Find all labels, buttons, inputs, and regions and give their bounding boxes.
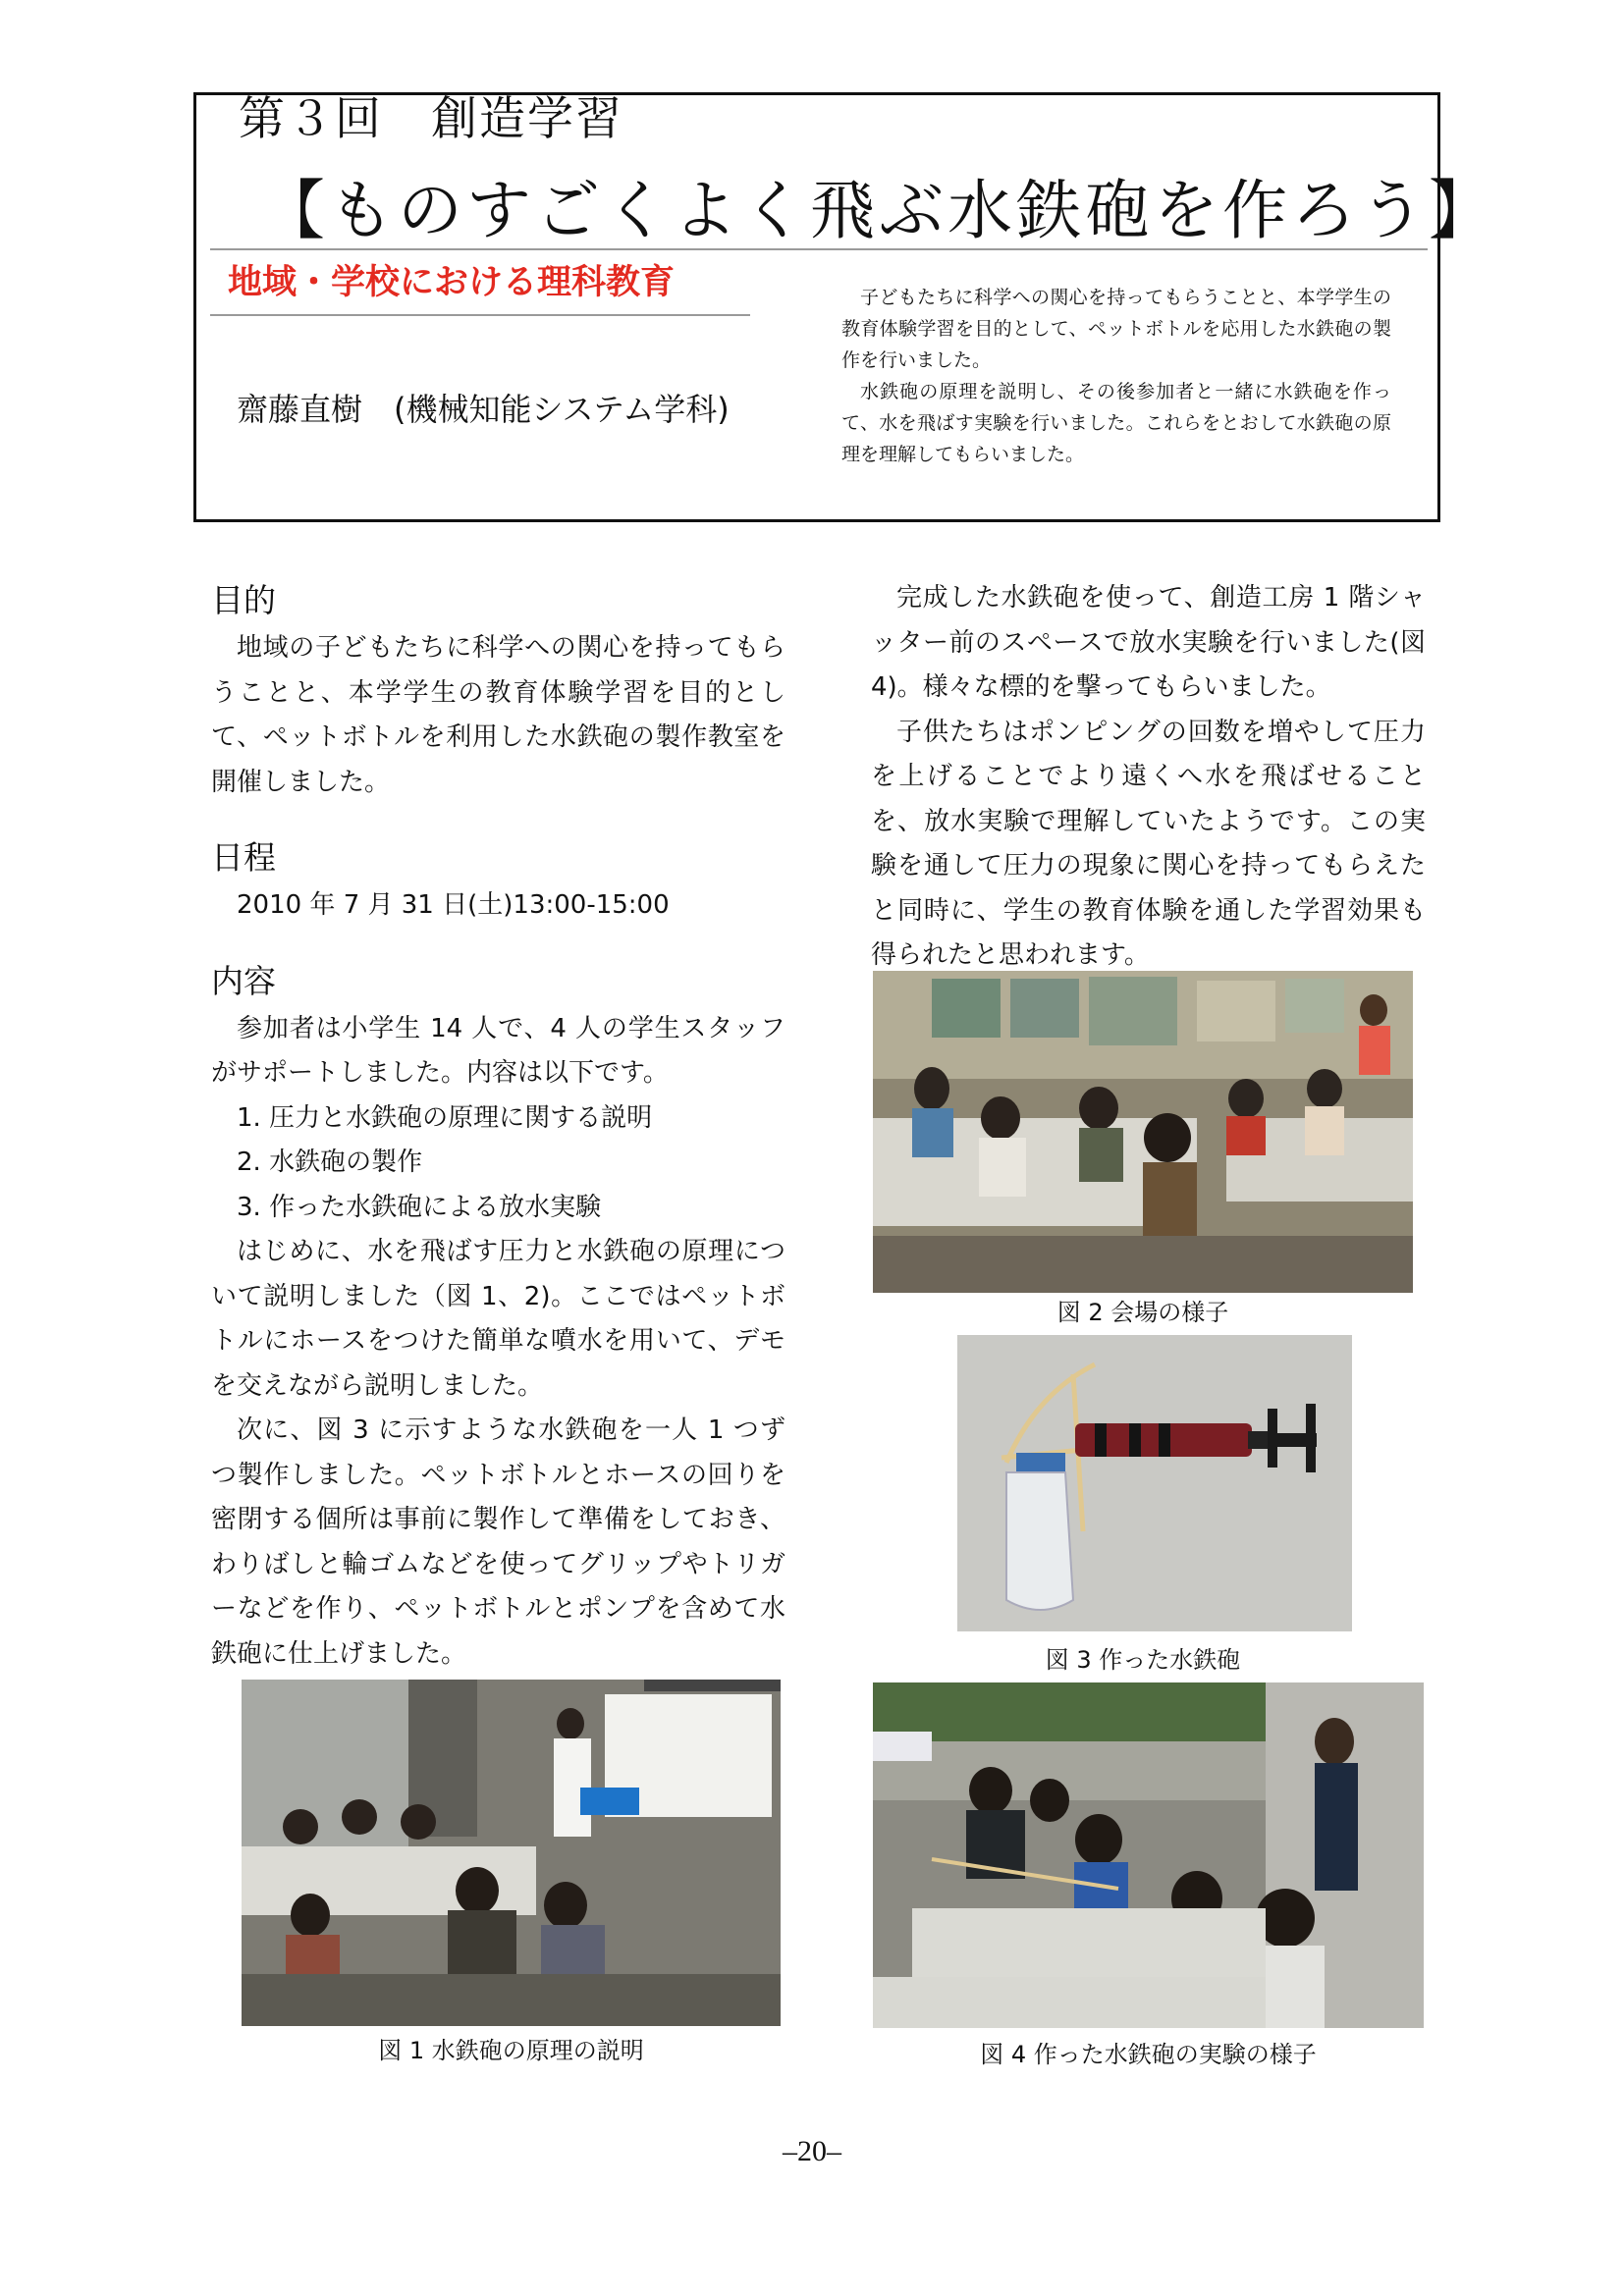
content-intro: 参加者は小学生 14 人で、4 人の学生スタッフがサポートしました。内容は以下です。	[211, 1013, 785, 1088]
right-paragraph-2: 子供たちはポンピングの回数を増やして圧力を上げることでより遠くへ水を飛ばせることを、放水実験で理解していたようです。この実験を通して圧力の現象に関心を持ってもらえたと同時に、学生の教育体験を通した学習効果も得られたと思われます。	[871, 717, 1426, 970]
right-paragraph-1: 完成した水鉄砲を使って、創造工房 1 階シャッター前のスペースで放水実験を行いました(図 4)。様々な標的を撃ってもらいました。	[871, 583, 1426, 702]
category-label: 地域・学校における理科教育	[228, 263, 676, 302]
figure-1-photo	[242, 1680, 781, 2026]
purpose-text: 地域の子どもたちに科学への関心を持ってもらうことと、本学学生の教育体験学習を目的として、ペットボトルを利用した水鉄砲の製作教室を開催しました。	[211, 633, 785, 797]
figure-1-caption: 図 1 水鉄砲の原理の説明	[378, 2037, 644, 2064]
section-heading-purpose: 目的	[211, 581, 276, 619]
content-paragraph-2: 次に、図 3 に示すような水鉄砲を一人 1 つずつ製作しました。ペットボトルとホースの回りを密閉する個所は事前に製作して準備をしておき、わりばしと輪ゴムなどを使ってグリップやトリガーなどを作り、ペットボトルとポンプを含めて水鉄砲に仕上げました。	[211, 1415, 785, 1669]
figure-4-photo	[873, 1682, 1424, 2028]
abstract-paragraph-2: 水鉄砲の原理を説明し、その後参加者と一緒に水鉄砲を作って、水を飛ばす実験を行いました。これらをとおして水鉄砲の原理を理解してもらいました。	[841, 381, 1391, 465]
series-title: 第３回 創造学習	[239, 92, 623, 146]
abstract-paragraph-1: 子どもたちに科学への関心を持ってもらうことと、本学学生の教育体験学習を目的として、ペットボトルを応用した水鉄砲の製作を行いました。	[841, 287, 1391, 371]
right-column	[871, 576, 1426, 979]
figure-2-caption: 図 2 会場の様子	[1056, 1299, 1229, 1326]
list-item: 3. 作った水鉄砲による放水実験	[237, 1192, 602, 1222]
author-name: 齋藤直樹 (機械知能システム学科)	[237, 391, 730, 428]
figure-2-photo	[873, 971, 1413, 1293]
abstract	[841, 282, 1391, 470]
list-item: 1. 圧力と水鉄砲の原理に関する説明	[237, 1102, 653, 1133]
content-paragraph-1: はじめに、水を飛ばす圧力と水鉄砲の原理について説明しました（図 1、2)。ここではペットボトルにホースをつけた簡単な噴水を用いて、デモを交えながら説明しました。	[211, 1237, 785, 1401]
category-divider	[210, 314, 750, 316]
left-column	[211, 577, 785, 1677]
schedule-text: 2010 年 7 月 31 日(土)13:00-15:00	[237, 890, 670, 920]
figure-3-photo	[957, 1335, 1352, 1631]
figure-3-caption: 図 3 作った水鉄砲	[1045, 1646, 1241, 1674]
section-heading-schedule: 日程	[211, 838, 276, 877]
figure-4-caption: 図 4 作った水鉄砲の実験の様子	[980, 2041, 1317, 2068]
list-item: 2. 水鉄砲の製作	[237, 1148, 423, 1177]
page-number: –20–	[783, 2135, 841, 2167]
section-heading-content: 内容	[211, 961, 276, 1000]
title-divider	[210, 248, 1428, 250]
page-title: 【ものすごくよく飛ぶ水鉄砲を作ろう】	[260, 173, 1497, 248]
